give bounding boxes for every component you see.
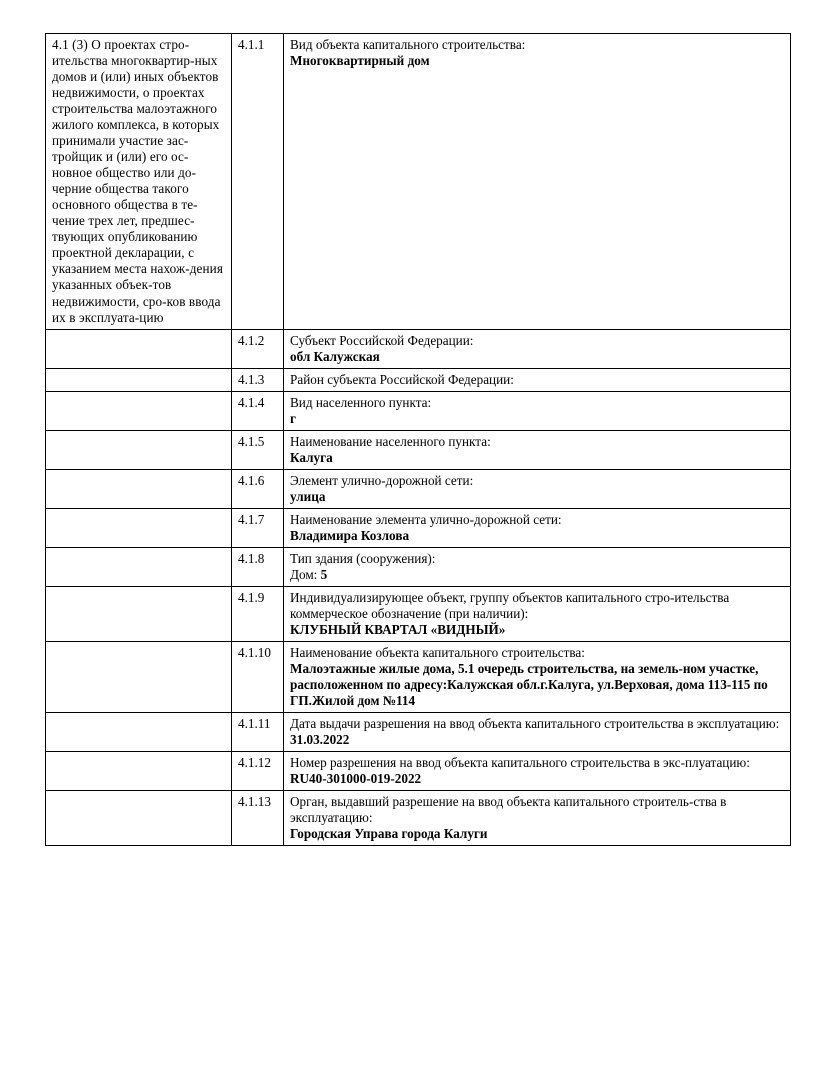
empty-description-cell: [46, 791, 232, 846]
table-row: [46, 508, 791, 547]
table-row: [46, 752, 791, 791]
table-row: [46, 469, 791, 508]
row-content: [284, 791, 791, 846]
row-label: Элемент улично-дорожной сети:: [290, 472, 474, 488]
table-row: [46, 329, 791, 368]
row-value: Владимира Козлова: [290, 527, 410, 543]
row-value-prefix: Дом:: [290, 566, 321, 582]
row-code: 4.1.10: [232, 642, 284, 713]
row-label: Орган, выдавший разрешение на ввод объекта капитального строитель-ства в эксплуатацию:: [290, 794, 727, 826]
table-row: [46, 642, 791, 713]
declaration-table: [45, 33, 791, 846]
empty-description-cell: [46, 752, 232, 791]
row-content: [284, 508, 791, 547]
row-content: [284, 329, 791, 368]
row-content: [284, 547, 791, 586]
row-content: [284, 752, 791, 791]
row-label: Номер разрешения на ввод объекта капитального строительства в экс-плуатацию:: [290, 755, 750, 771]
empty-description-cell: [46, 508, 232, 547]
row-label: Индивидуализирующее объект, группу объектов капитального стро-ительства коммерческое обозначение (при наличии):: [290, 589, 730, 621]
table-row: [46, 368, 791, 391]
section-description-cell: 4.1 (3) О проектах стро-ительства многоквартир-ных домов и (или) иных объектов недвижимости, о проектах строительства малоэтажного жилого комплекса, в которых принимали участие зас-тройщик и (или) его ос-новное общество или до-черние общества такого основного общества в те-чение трех лет, предшес-твующих опубликованию проектной декларации, с указанием места нахож-дения указанных объек-тов недвижимости, сро-ков ввода их в эксплуата-цию: [46, 34, 232, 330]
row-content: [284, 469, 791, 508]
row-content: [284, 642, 791, 713]
row-label: Тип здания (сооружения):: [290, 550, 436, 566]
row-code: 4.1.13: [232, 791, 284, 846]
row-label: Субъект Российской Федерации:: [290, 332, 474, 348]
row-value: RU40-301000-019-2022: [290, 771, 422, 787]
row-value: улица: [290, 488, 326, 504]
row-label: Наименование объекта капитального строительства:: [290, 645, 585, 661]
row-code: 4.1.9: [232, 586, 284, 641]
row-label: Наименование населенного пункта:: [290, 433, 491, 449]
row-code: 4.1.4: [232, 391, 284, 430]
table-row: [46, 791, 791, 846]
empty-description-cell: [46, 713, 232, 752]
row-code: 4.1.5: [232, 430, 284, 469]
row-code: 4.1.7: [232, 508, 284, 547]
table-row: [46, 34, 791, 330]
table-row: [46, 430, 791, 469]
row-label: Район субъекта Российской Федерации:: [290, 371, 514, 387]
row-code: 4.1.6: [232, 469, 284, 508]
empty-description-cell: [46, 642, 232, 713]
empty-description-cell: [46, 586, 232, 641]
table-row: [46, 586, 791, 641]
row-label: Дата выдачи разрешения на ввод объекта капитального строительства в эксплуатацию:: [290, 716, 780, 732]
row-code: 4.1.1: [232, 34, 284, 330]
row-value: КЛУБНЫЙ КВАРТАЛ «ВИДНЫЙ»: [290, 622, 506, 638]
table-row: [46, 391, 791, 430]
row-code: 4.1.11: [232, 713, 284, 752]
row-value: 5: [320, 566, 328, 582]
row-label: Вид объекта капитального строительства:: [290, 37, 526, 52]
empty-description-cell: [46, 329, 232, 368]
empty-description-cell: [46, 391, 232, 430]
row-content: [284, 586, 791, 641]
row-value: Калуга: [290, 449, 333, 465]
row-content: [284, 368, 791, 391]
empty-description-cell: [46, 547, 232, 586]
row-content: [284, 713, 791, 752]
table-row: [46, 547, 791, 586]
row-label: Вид населенного пункта:: [290, 394, 432, 410]
empty-description-cell: [46, 430, 232, 469]
row-content: [284, 430, 791, 469]
row-code: 4.1.12: [232, 752, 284, 791]
row-value: Городская Управа города Калуги: [290, 826, 488, 842]
empty-description-cell: [46, 469, 232, 508]
table-row: [46, 713, 791, 752]
empty-description-cell: [46, 368, 232, 391]
row-value: г: [290, 410, 296, 426]
row-code: 4.1.3: [232, 368, 284, 391]
row-code: 4.1.2: [232, 329, 284, 368]
row-code: 4.1.8: [232, 547, 284, 586]
row-content: [284, 34, 791, 330]
row-value: 31.03.2022: [290, 732, 350, 748]
row-value: Малоэтажные жилые дома, 5.1 очередь строительства, на земель-ном участке, расположенном по адресу:Калужская обл.г.Калуга, ул.Верховая, дома 113-115 по ГП.Жилой дом №114: [290, 661, 768, 709]
row-value: Многоквартирный дом: [290, 53, 430, 69]
row-value-line: [290, 567, 785, 583]
row-label: Наименование элемента улично-дорожной сети:: [290, 511, 562, 527]
row-content: [284, 391, 791, 430]
row-value: обл Калужская: [290, 348, 380, 364]
